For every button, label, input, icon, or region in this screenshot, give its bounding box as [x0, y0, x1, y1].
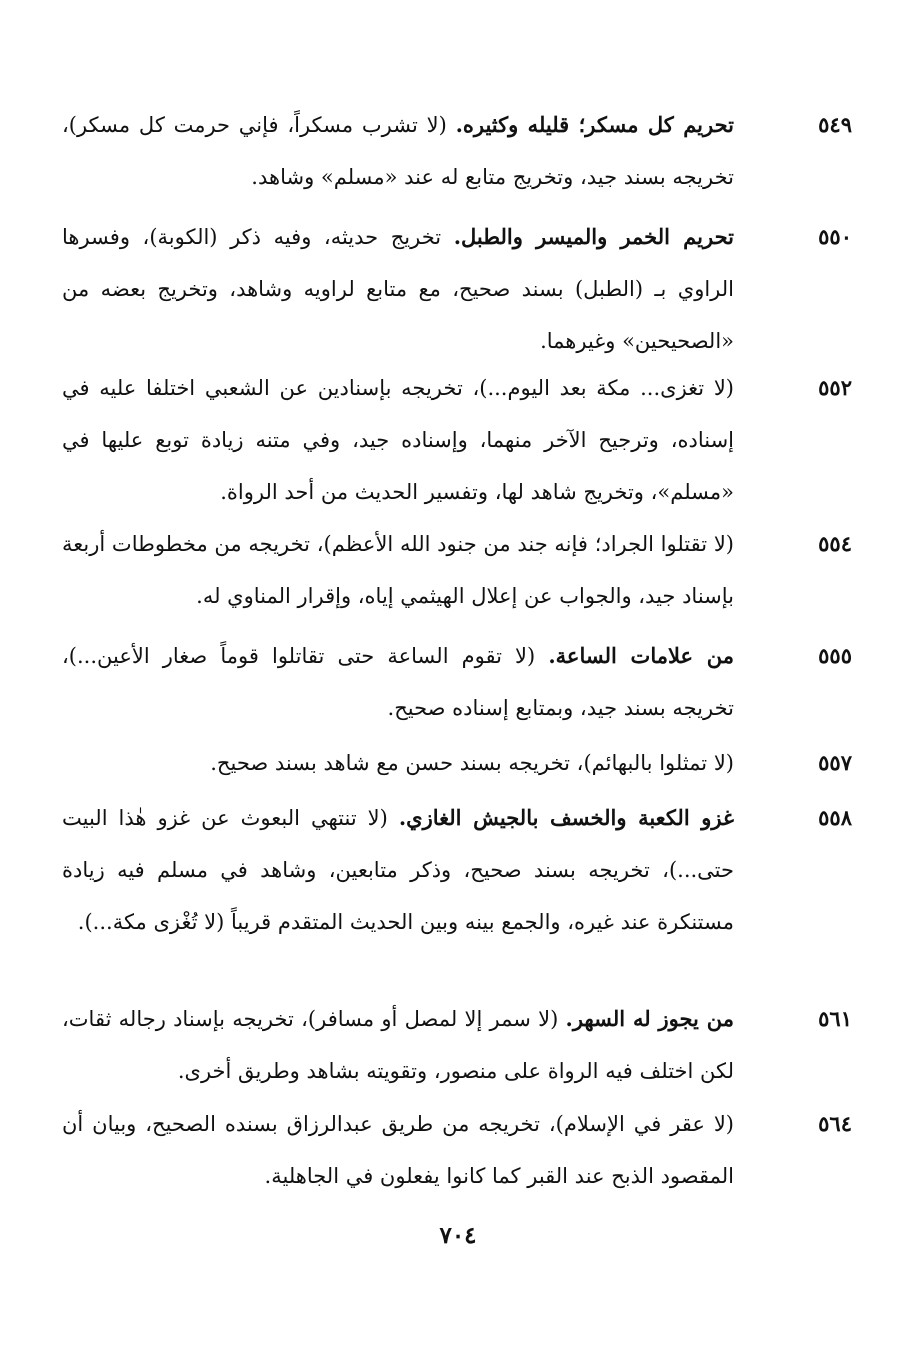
entry-number: ٥٥٢	[818, 375, 852, 400]
entry-body	[62, 737, 734, 789]
entry-number: ٥٥٠	[818, 224, 852, 249]
entry-body	[62, 993, 734, 1097]
entry-number: ٥٦١	[818, 1006, 852, 1031]
entry-body	[62, 211, 734, 367]
entry-564	[62, 1098, 852, 1202]
entry-text: (لا عقر في الإسلام)، تخريجه من طريق عبدالرزاق بسنده الصحيح، وبيان أن المقصود الذبح عند القبر كما كانوا يفعلون في الجاهلية.	[62, 1112, 734, 1188]
entry-body	[62, 99, 734, 203]
entry-text: (لا تقوم الساعة حتى تقاتلوا قوماً صغار الأعين...)، تخريجه بسند جيد، وبمتابع إسناده صحيح.	[62, 644, 734, 720]
entry-558	[62, 792, 852, 948]
entry-number: ٥٤٩	[818, 112, 852, 137]
entry-text: (لا تقتلوا الجراد؛ فإنه جند من جنود الله الأعظم)، تخريجه من مخطوطات أربعة بإسناد جيد، والجواب عن إعلال الهيثمي إياه، وإقرار المناوي له.	[62, 532, 734, 608]
page-number: ٧٠٤	[439, 1222, 477, 1249]
entry-text: (لا تمثلوا بالبهائم)، تخريجه بسند حسن مع شاهد بسند صحيح.	[210, 751, 734, 775]
entry-number: ٥٥٧	[818, 750, 852, 775]
entry-body	[62, 792, 734, 948]
entry-text: (لا تنتهي البعوث عن غزو هٰذا البيت حتى...)، تخريجه بسند صحيح، وذكر متابعين، وشاهد في مسلم فيه زيادة مستنكرة عند غيره، والجمع بينه وبين الحديث المتقدم قريباً (لا تُغْزى مكة...).	[62, 806, 734, 934]
entry-554	[62, 518, 852, 622]
entry-body	[62, 1098, 734, 1202]
entry-heading: غزو الكعبة والخسف بالجيش الغازي.	[398, 805, 734, 830]
entry-body	[62, 362, 734, 518]
entry-text: (لا تغزى... مكة بعد اليوم...)، تخريجه بإسنادين عن الشعبي اختلفا عليه في إسناده، وترجيح الآخر منهما، وإسناده جيد، وفي متنه زيادة توبع عليها في «مسلم»، وتخريج شاهد لها، وتفسير الحديث من أحد الرواة.	[62, 376, 734, 504]
entry-text: (لا سمر إلا لمصل أو مسافر)، تخريجه بإسناد رجاله ثقات، لكن اختلف فيه الرواة على منصور، وتقويته بشاهد وطريق أخرى.	[62, 1007, 734, 1083]
entry-heading: من يجوز له السهر.	[565, 1006, 734, 1031]
entry-text: تخريج حديثه، وفيه ذكر (الكوبة)، وفسرها الراوي بـ (الطبل) بسند صحيح، مع متابع لراويه وشاهد، وتخريج بعضه من «الصحيحين» وغيرهما.	[62, 225, 734, 353]
entry-number: ٥٥٤	[818, 531, 852, 556]
entry-550	[62, 211, 852, 367]
entry-561	[62, 993, 852, 1097]
entry-549	[62, 99, 852, 203]
entry-body	[62, 518, 734, 622]
entry-number: ٥٥٥	[818, 643, 852, 668]
entry-text: (لا تشرب مسكراً، فإني حرمت كل مسكر)، تخريجه بسند جيد، وتخريج متابع له عند «مسلم» وشاهد.	[62, 113, 734, 189]
entry-body	[62, 630, 734, 734]
entry-heading: تحريم الخمر والميسر والطبل.	[453, 224, 734, 249]
entry-heading: من علامات الساعة.	[548, 643, 734, 668]
entry-555	[62, 630, 852, 734]
entry-heading: تحريم كل مسكر؛ قليله وكثيره.	[455, 112, 734, 137]
entry-number: ٥٦٤	[818, 1111, 852, 1136]
entry-552	[62, 362, 852, 518]
entry-557	[62, 737, 852, 789]
entry-number: ٥٥٨	[818, 805, 852, 830]
